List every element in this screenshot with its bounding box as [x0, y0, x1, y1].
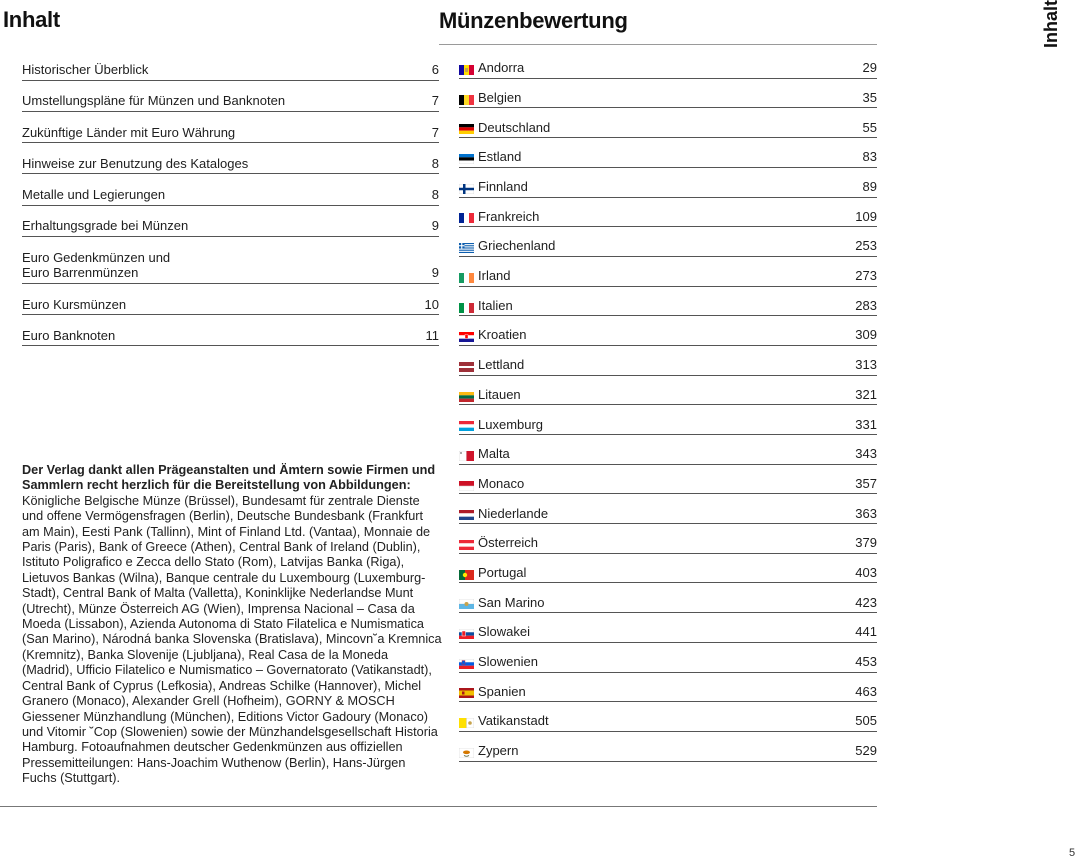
country-entry[interactable]	[459, 181, 877, 198]
country-page: 35	[862, 89, 877, 105]
country-entry-name	[459, 506, 548, 522]
italy-flag-icon	[459, 301, 474, 311]
greece-flag-icon	[459, 241, 474, 251]
acknowledgement-heading: Der Verlag dankt allen Prägeanstalten und Ämtern sowie Firmen und Sammlern recht herzlich für die Bereitstellung von Abbildungen:	[22, 463, 436, 493]
country-entry-name	[459, 149, 521, 165]
country-page: 379	[855, 535, 877, 551]
country-label: Finnland	[478, 179, 528, 195]
toc-entry-label: Euro Kursmünzen	[22, 296, 127, 312]
country-page: 55	[862, 119, 877, 135]
toc-entry-page: 7	[431, 93, 439, 109]
netherlands-flag-icon	[459, 508, 474, 518]
country-label: Slowakei	[478, 624, 531, 640]
country-entry-name	[459, 684, 526, 700]
country-entry-name	[459, 743, 518, 759]
toc-entry-page: 6	[431, 62, 439, 77]
country-entry[interactable]	[459, 564, 877, 584]
country-entry[interactable]	[459, 596, 877, 613]
country-page: 505	[855, 713, 877, 729]
country-entry[interactable]	[459, 418, 877, 435]
country-entry-name	[459, 238, 555, 254]
country-label: Zypern	[478, 743, 519, 759]
country-entry-name	[459, 357, 524, 373]
toc-entry-label	[22, 250, 170, 281]
country-label: Niederlande	[478, 505, 549, 521]
country-page: 343	[855, 446, 877, 462]
france-flag-icon	[459, 211, 474, 221]
country-label: Litauen	[478, 386, 521, 402]
toc-entry[interactable]	[22, 125, 439, 144]
toc-entry-page: 11	[425, 327, 439, 343]
toc-entry-page: 9	[431, 265, 439, 281]
country-label: Estland	[478, 149, 522, 165]
slovakia-flag-icon	[459, 627, 474, 637]
toc-entry-page: 7	[431, 124, 439, 140]
country-page: 253	[855, 238, 877, 254]
country-page: 89	[862, 179, 877, 195]
country-label: Belgien	[478, 89, 522, 105]
country-entry[interactable]	[459, 62, 877, 79]
toc-entry-page: 10	[424, 296, 439, 312]
country-page: 109	[855, 208, 877, 224]
austria-flag-icon	[459, 538, 474, 548]
vatican-flag-icon	[459, 716, 474, 726]
country-entry[interactable]	[459, 715, 877, 732]
country-entry-name	[459, 417, 543, 433]
toc-entry-label: Euro Banknoten	[22, 327, 116, 343]
country-label: Deutschland	[478, 119, 551, 135]
general-contents-list	[22, 62, 439, 359]
acknowledgement-text	[22, 463, 442, 787]
portugal-flag-icon	[459, 568, 474, 578]
cyprus-flag-icon	[459, 746, 474, 756]
lithuania-flag-icon	[459, 390, 474, 400]
country-page: 463	[855, 683, 877, 699]
side-tab-label: Inhalt	[1041, 0, 1061, 48]
toc-entry-label: Metalle und Legierungen	[22, 187, 166, 203]
country-page: 441	[855, 624, 877, 640]
toc-entry-label-line1: Euro Gedenkmünzen und	[22, 249, 171, 265]
germany-flag-icon	[459, 122, 474, 132]
country-entry-name	[459, 713, 549, 729]
country-label: Irland	[478, 268, 511, 284]
country-entry[interactable]	[459, 297, 877, 317]
country-label: Spanien	[478, 683, 526, 699]
toc-entry-page: 8	[431, 187, 439, 203]
toc-entry-label: Erhaltungsgrade bei Münzen	[22, 218, 189, 234]
toc-entry-label-line2: Euro Barrenmünzen	[22, 265, 139, 281]
country-page: 453	[855, 654, 877, 670]
country-label: Vatikanstadt	[478, 713, 549, 729]
country-label: Portugal	[478, 564, 527, 580]
country-entry-name	[459, 327, 526, 343]
andorra-flag-icon	[459, 63, 474, 73]
coin-valuation-heading: Münzenbewertung	[439, 8, 628, 33]
acknowledgement-body: Königliche Belgische Münze (Brüssel), Bundesamt für zentrale Dienste und offene Vermögensfragen (Berlin), Deutsche Bundesbank (Frankfurt am Main), Eesti Pank (Tallinn), Mint of Finland Ltd. (Vantaa), Monnaie de Paris (Paris), Bank of Greece (Athen), Central Bank of Ireland (Dublin), Istituto Poligrafico e Zecca dello Stato (Rom), Latvijas Banka (Riga), Lietuvos Bankas (Wilna), Banque centrale du Luxembourg (Luxemburg-Stadt), Central Bank of Malta (Valletta), Koninklijke Nederlandse Munt (Utrecht), Münze Österreich AG (Wien), Imprensa Nacional – Casa da Moeda (Lissabon), Azienda Autonoma di Stato Filatelica e Numismatica (San Marino), Národná banka Slovenska (Bratislava), Mincovn˘a Kremnica (Kremnitz), Banka Slovenije (Ljubljana), Real Casa de la Moneda (Madrid), Ufficio Filatelico e Numismatico – Governatorato (Vatikanstadt), Central Bank of Cyprus (Lefkosia), Andreas Schilke (Hannover), Michel Granero (Monaco), Alexander Grell (Hofheim), GORNY & MOSCH Giessener Münzhandlung (München), Editions Victor Gadoury (Monaco) und Vitomir ˘Cop (Slowenien) sowie der Münzhandelsgesellschaft Historia Hamburg. Fotoaufnahmen deutscher Gedenkmünzen aus offiziellen Pressemitteilungen: Hans-Joachim Wuthenow (Berlin), Hans-Jürgen Fuchs (Stuttgart).	[22, 493, 442, 786]
country-page: 321	[855, 386, 877, 402]
country-page: 309	[855, 327, 877, 343]
country-entry[interactable]	[459, 121, 877, 138]
country-entry-name	[459, 90, 521, 106]
country-label: Andorra	[478, 60, 525, 76]
finland-flag-icon	[459, 182, 474, 192]
page-number: 5	[1069, 847, 1076, 859]
country-label: Lettland	[478, 357, 525, 373]
croatia-flag-icon	[459, 330, 474, 340]
country-page: 331	[855, 416, 877, 432]
country-entry[interactable]	[459, 89, 877, 109]
country-page: 83	[862, 149, 877, 165]
country-label: Luxemburg	[478, 416, 544, 432]
country-entry[interactable]	[459, 537, 877, 554]
country-entry[interactable]	[459, 210, 877, 227]
country-label: Monaco	[478, 475, 525, 491]
country-page: 529	[855, 743, 877, 759]
country-entry-name	[459, 624, 530, 640]
country-entry[interactable]	[459, 507, 877, 524]
country-entry[interactable]	[459, 448, 877, 465]
country-entry-name	[459, 565, 526, 581]
country-entry-name	[459, 595, 544, 611]
country-entry-name	[459, 535, 538, 551]
country-page: 423	[855, 594, 877, 610]
country-entry[interactable]	[459, 359, 877, 376]
slovenia-flag-icon	[459, 657, 474, 667]
toc-entry[interactable]	[22, 62, 439, 81]
toc-entry[interactable]	[22, 156, 439, 175]
country-entry-name	[459, 476, 524, 492]
toc-entry-label: Zukünftige Länder mit Euro Währung	[22, 124, 236, 140]
toc-entry[interactable]	[22, 328, 439, 347]
country-entry-name	[459, 209, 539, 225]
country-label: Österreich	[478, 535, 538, 551]
malta-flag-icon	[459, 449, 474, 459]
country-entry[interactable]	[459, 626, 877, 643]
country-page: 283	[855, 297, 877, 313]
contents-heading: Inhalt	[3, 7, 60, 32]
country-entry[interactable]	[459, 270, 877, 287]
header-divider	[439, 44, 877, 45]
country-entry[interactable]	[459, 656, 877, 673]
country-page: 357	[855, 475, 877, 491]
country-label: Italien	[478, 297, 513, 313]
monaco-flag-icon	[459, 479, 474, 489]
country-page: 363	[855, 505, 877, 521]
toc-entry-label: Umstellungspläne für Münzen und Banknoten	[22, 93, 286, 109]
country-entry-name	[459, 60, 524, 76]
country-entry-name	[459, 298, 513, 314]
toc-entry[interactable]	[22, 187, 439, 206]
country-label: Frankreich	[478, 208, 540, 224]
toc-entry-label: Historischer Überblick	[22, 62, 149, 77]
country-entry[interactable]	[459, 475, 877, 495]
toc-entry[interactable]	[22, 297, 439, 316]
country-label: Kroatien	[478, 327, 527, 343]
country-entry[interactable]	[459, 329, 877, 346]
country-entry-name	[459, 387, 521, 403]
country-page: 403	[855, 564, 877, 580]
san-marino-flag-icon	[459, 597, 474, 607]
estonia-flag-icon	[459, 152, 474, 162]
country-entry[interactable]	[459, 151, 877, 168]
country-label: Slowenien	[478, 654, 538, 670]
belgium-flag-icon	[459, 93, 474, 103]
footer-divider	[0, 806, 877, 807]
latvia-flag-icon	[459, 360, 474, 370]
country-entry[interactable]	[459, 240, 877, 257]
country-entry-name	[459, 654, 538, 670]
country-label: San Marino	[478, 594, 545, 610]
toc-entry[interactable]	[22, 250, 439, 284]
toc-entry[interactable]	[22, 93, 439, 112]
country-page: 29	[862, 60, 877, 76]
toc-entry-page: 9	[431, 218, 439, 234]
luxembourg-flag-icon	[459, 419, 474, 429]
country-label: Malta	[478, 446, 510, 462]
toc-entry[interactable]	[22, 218, 439, 237]
country-entry-name	[459, 446, 510, 462]
country-entry[interactable]	[459, 685, 877, 702]
toc-entry-label: Hinweise zur Benutzung des Kataloges	[22, 155, 249, 171]
country-entry-name	[459, 179, 528, 195]
country-entry[interactable]	[459, 386, 877, 406]
country-entry[interactable]	[459, 745, 877, 762]
country-entry-name	[459, 268, 511, 284]
country-contents-list	[459, 62, 877, 775]
country-page: 273	[855, 268, 877, 284]
country-label: Griechenland	[478, 238, 556, 254]
country-page: 313	[855, 357, 877, 373]
toc-entry-page: 8	[431, 155, 439, 171]
ireland-flag-icon	[459, 271, 474, 281]
country-entry-name	[459, 120, 550, 136]
spain-flag-icon	[459, 686, 474, 696]
